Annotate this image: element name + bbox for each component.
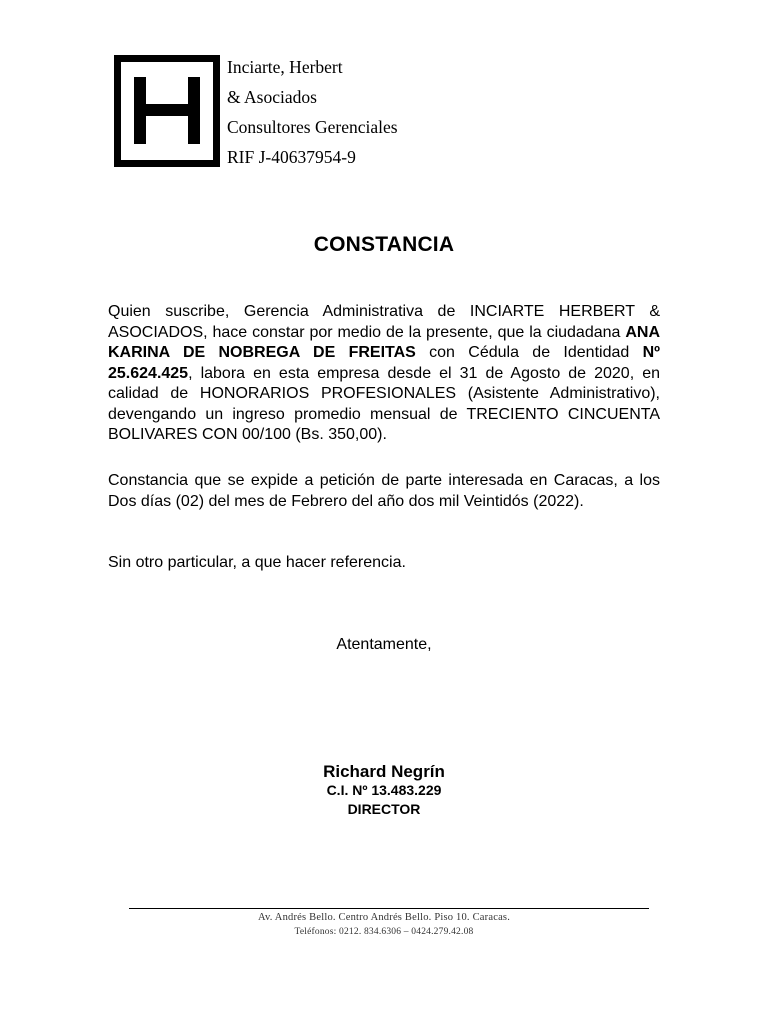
company-description: Consultores Gerenciales <box>227 117 398 137</box>
signatory-id: C.I. Nº 13.483.229 <box>326 782 442 798</box>
paragraph-text: , labora en esta empresa desde el 31 de Agosto de 2020, en calidad de HONORARIOS PROFESIONALES (Asistente Administrativo), devengando un ingreso promedio mensual de TRECIENTO CINCUENTA BOLIVARES CON 00/100 (Bs. 350,00). <box>108 364 660 443</box>
paragraph-certification <box>108 302 660 446</box>
employee-id-number: Nº 25.624.425 <box>108 344 660 382</box>
letterhead-company-info <box>227 52 398 172</box>
footer-divider <box>129 908 649 909</box>
paragraph-text: Quien suscribe, Gerencia Administrativa de INCIARTE HERBERT & ASOCIADOS, hace constar por medio de la presente, que la ciudadana <box>108 303 660 341</box>
closing-salutation: Atentamente, <box>336 636 432 653</box>
paragraph-text: con Cédula de Identidad <box>415 344 643 361</box>
footer-phones: Teléfonos: 0212. 834.6306 – 0424.279.42.08 <box>294 927 474 937</box>
company-name-line2: & Asociados <box>227 87 317 107</box>
employee-name: ANA KARINA DE NOBREGA DE FREITAS <box>108 323 660 361</box>
company-logo <box>114 55 220 167</box>
company-rif: RIF J-40637954-9 <box>227 147 356 167</box>
company-name-line1: Inciarte, Herbert <box>227 57 343 77</box>
signatory-role: DIRECTOR <box>347 801 421 817</box>
footer-address: Av. Andrés Bello. Centro Andrés Bello. Piso 10. Caracas. <box>257 912 511 923</box>
h-letter-icon <box>121 62 213 160</box>
signatory-name: Richard Negrín <box>323 762 445 781</box>
paragraph-issuance: Constancia que se expide a petición de parte interesada en Caracas, a los Dos días (02) del mes de Febrero del año dos mil Veintidós (2022). <box>108 472 660 510</box>
document-title: CONSTANCIA <box>313 233 455 256</box>
paragraph-closing-remark: Sin otro particular, a que hacer referencia. <box>108 554 406 571</box>
